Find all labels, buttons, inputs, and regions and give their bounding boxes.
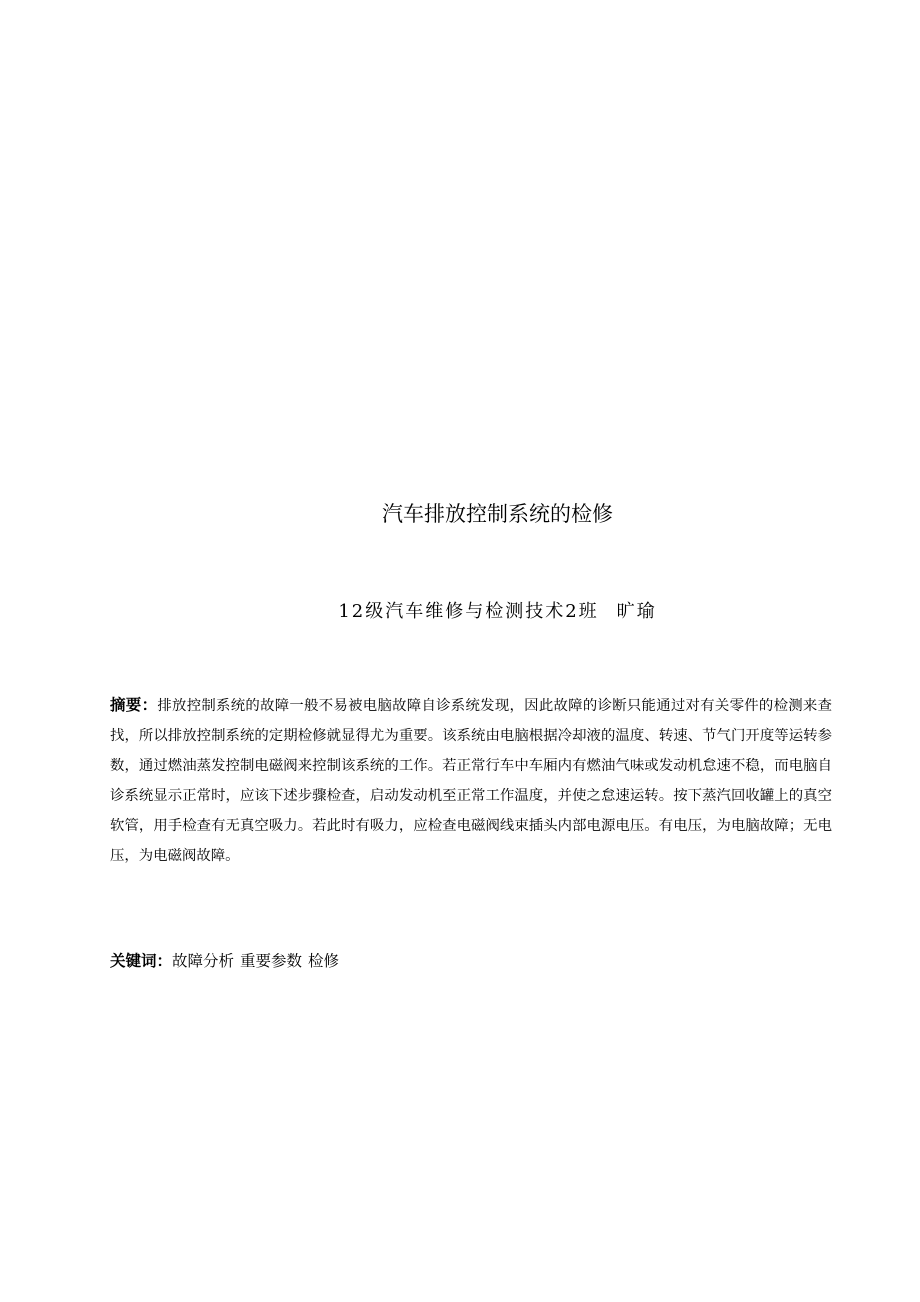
document-title: 汽车排放控制系统的检修 [382,502,613,526]
author-line [0,598,920,626]
keyword-item: 故障分析 [172,952,235,970]
abstract-paragraph [110,690,832,871]
abstract-label: 摘要： [110,696,158,714]
keyword-item: 重要参数 [240,952,303,970]
author-name: 旷瑜 [616,601,657,622]
abstract-text: 排放控制系统的故障一般不易被电脑故障自诊系统发现，因此故障的诊断只能通过对有关零件的检测来查找，所以排放控制系统的定期检修就显得尤为重要。该系统由电脑根据冷却液的温度、转速、节气门开度等运转参数，通过燃油蒸发控制电磁阀来控制该系统的工作。若正常行车中车厢内有燃油气味或发动机怠速不稳，而电脑自诊系统显示正常时，应该下述步骤检查，启动发动机至正常工作温度，并使之怠速运转。按下蒸汽回收罐上的真空软管，用手检查有无真空吸力。若此时有吸力，应检查电磁阀线束插头内部电源电压。有电压，为电脑故障；无电压，为电磁阀故障。 [110,698,832,864]
keyword-item: 检修 [308,952,340,970]
class-info: 12级汽车维修与检测技术2班 [338,601,599,622]
keywords-label: 关键词： [110,952,173,970]
keywords-line [110,946,832,976]
